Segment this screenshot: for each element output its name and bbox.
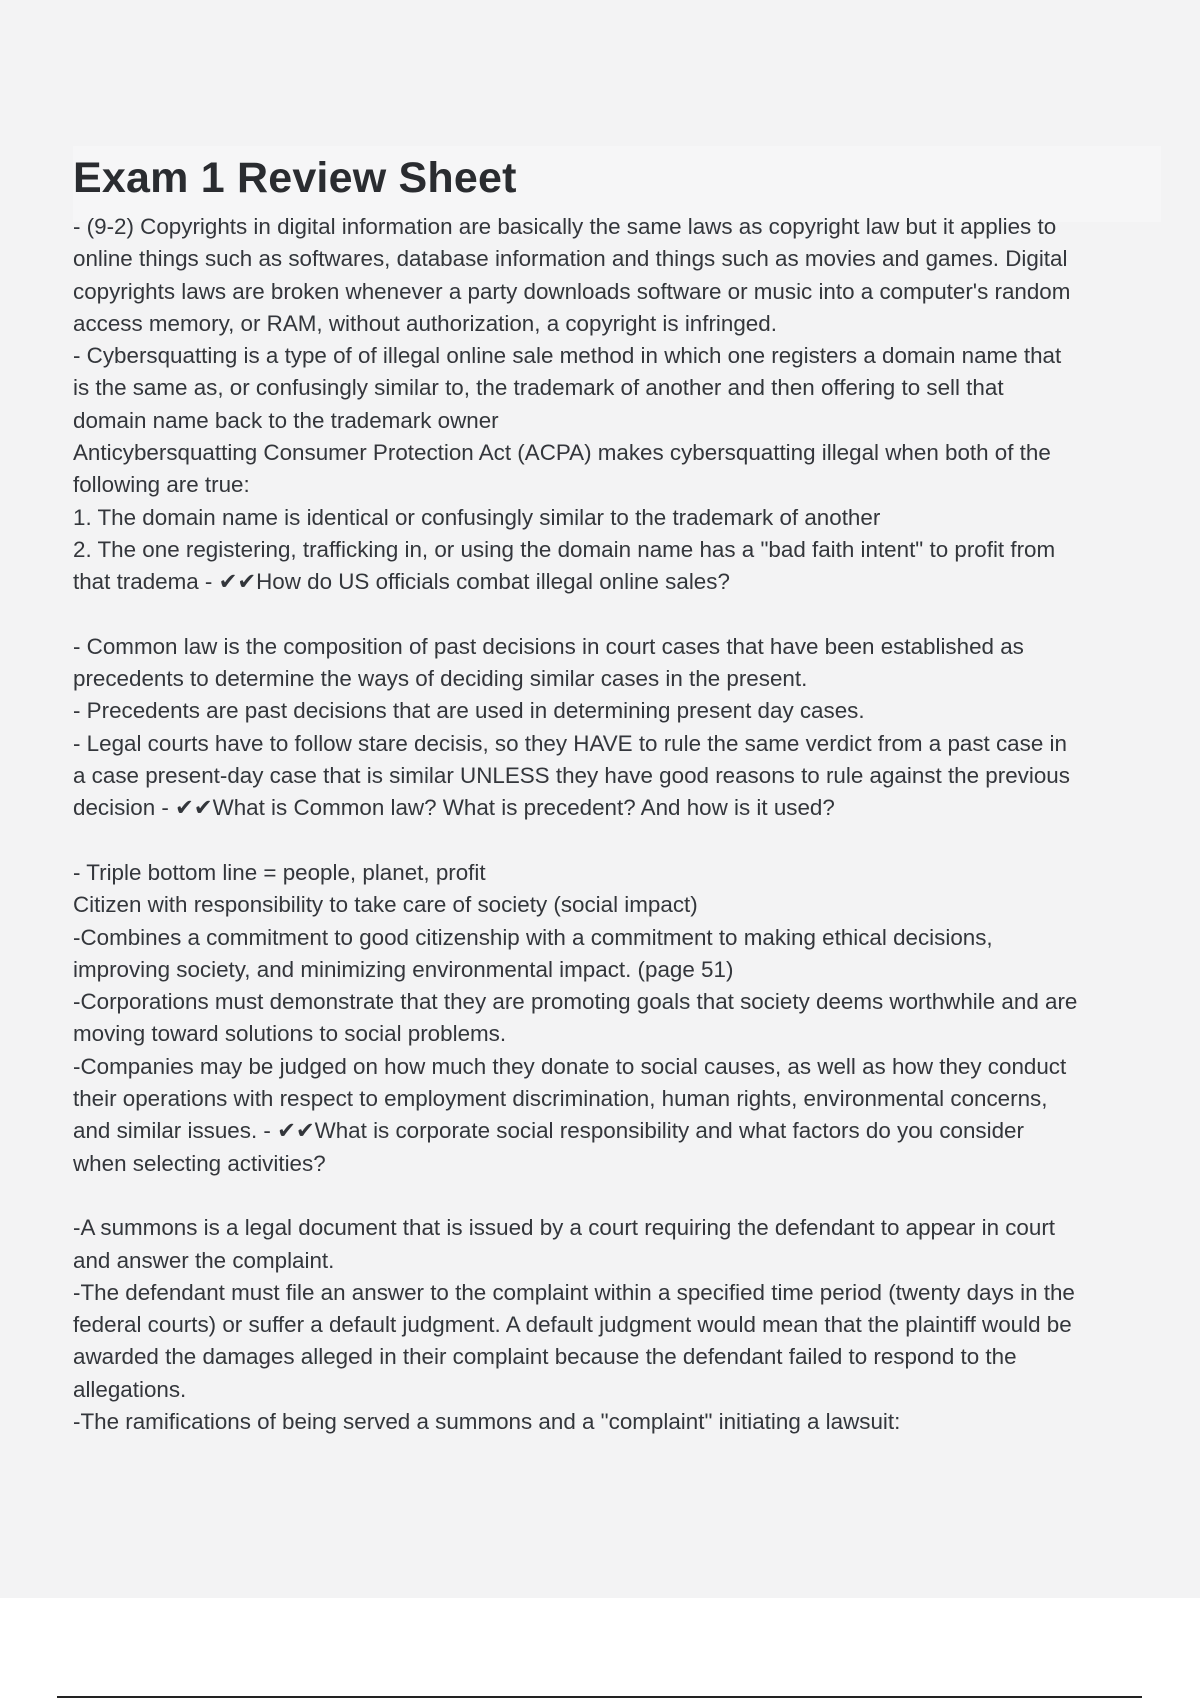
text-line: and answer the complaint.	[73, 1247, 335, 1273]
text-line: - Precedents are past decisions that are used in determining present day cases.	[73, 698, 865, 724]
text-line: -The defendant must file an answer to the complaint within a specified time period (twenty days in the	[73, 1279, 1075, 1305]
text-line: federal courts) or suffer a default judgment. A default judgment would mean that the plaintiff would be	[73, 1312, 1072, 1338]
text-line: - Legal courts have to follow stare decisis, so they HAVE to rule the same verdict from a past case in	[73, 730, 1067, 756]
document-content	[73, 140, 1163, 1598]
page-title: Exam 1 Review Sheet	[73, 154, 517, 202]
paragraph-gap	[73, 1180, 1163, 1212]
text-line: that tradema - ✔✔How do US officials combat illegal online sales?	[73, 569, 730, 595]
text-line: decision - ✔✔What is Common law? What is precedent? And how is it used?	[73, 795, 835, 821]
footer-divider	[57, 1696, 1142, 1698]
paragraph-gap	[73, 825, 1163, 857]
text-line: 2. The one registering, trafficking in, or using the domain name has a "bad faith intent" to profit from	[73, 536, 1056, 562]
text-line: following are true:	[73, 472, 250, 498]
text-line: -Corporations must demonstrate that they are promoting goals that society deems worthwhile and are	[73, 989, 1078, 1015]
text-line: - (9-2) Copyrights in digital information are basically the same laws as copyright law but it applies to	[73, 214, 1057, 239]
text-line: their operations with respect to employment discrimination, human rights, environmental concerns,	[73, 1086, 1048, 1112]
text-line: Anticybersquatting Consumer Protection Act (ACPA) makes cybersquatting illegal when both of the	[73, 440, 1051, 466]
text-line: 1. The domain name is identical or confusingly similar to the trademark of another	[73, 504, 881, 530]
text-line: domain name back to the trademark owner	[73, 407, 499, 433]
text-line: Citizen with responsibility to take care of society (social impact)	[73, 892, 698, 918]
text-line: a case present-day case that is similar UNLESS they have good reasons to rule against the previous	[73, 763, 1070, 789]
text-line: allegations.	[73, 1376, 187, 1402]
text-line: access memory, or RAM, without authorization, a copyright is infringed.	[73, 310, 777, 336]
text-line: moving toward solutions to social problems.	[73, 1021, 507, 1047]
document-body	[73, 211, 1163, 1438]
text-line: and similar issues. - ✔✔What is corporate social responsibility and what factors do you consider	[73, 1118, 1024, 1144]
text-line: - Cybersquatting is a type of of illegal online sale method in which one registers a domain name that	[73, 343, 1062, 369]
text-line: -The ramifications of being served a summons and a "complaint" initiating a lawsuit:	[73, 1408, 901, 1434]
page-footer	[0, 1598, 1200, 1700]
text-line: improving society, and minimizing environmental impact. (page 51)	[73, 956, 734, 982]
text-line: copyrights laws are broken whenever a party downloads software or music into a computer's random	[73, 278, 1071, 304]
paragraph-gap	[73, 599, 1163, 631]
text-line: when selecting activities?	[73, 1150, 326, 1176]
text-line: - Triple bottom line = people, planet, profit	[73, 859, 486, 885]
text-line: - Common law is the composition of past decisions in court cases that have been established as	[73, 633, 1024, 659]
text-line: -Companies may be judged on how much they donate to social causes, as well as how they conduct	[73, 1053, 1067, 1079]
text-line: online things such as softwares, database information and things such as movies and games. Digital	[73, 246, 1068, 272]
text-line: is the same as, or confusingly similar to, the trademark of another and then offering to sell that	[73, 375, 1004, 401]
text-line: precedents to determine the ways of deciding similar cases in the present.	[73, 666, 808, 692]
text-line: -Combines a commitment to good citizenship with a commitment to making ethical decisions,	[73, 924, 993, 950]
text-line: -A summons is a legal document that is issued by a court requiring the defendant to appear in court	[73, 1215, 1056, 1241]
text-line: awarded the damages alleged in their complaint because the defendant failed to respond to the	[73, 1344, 1017, 1370]
